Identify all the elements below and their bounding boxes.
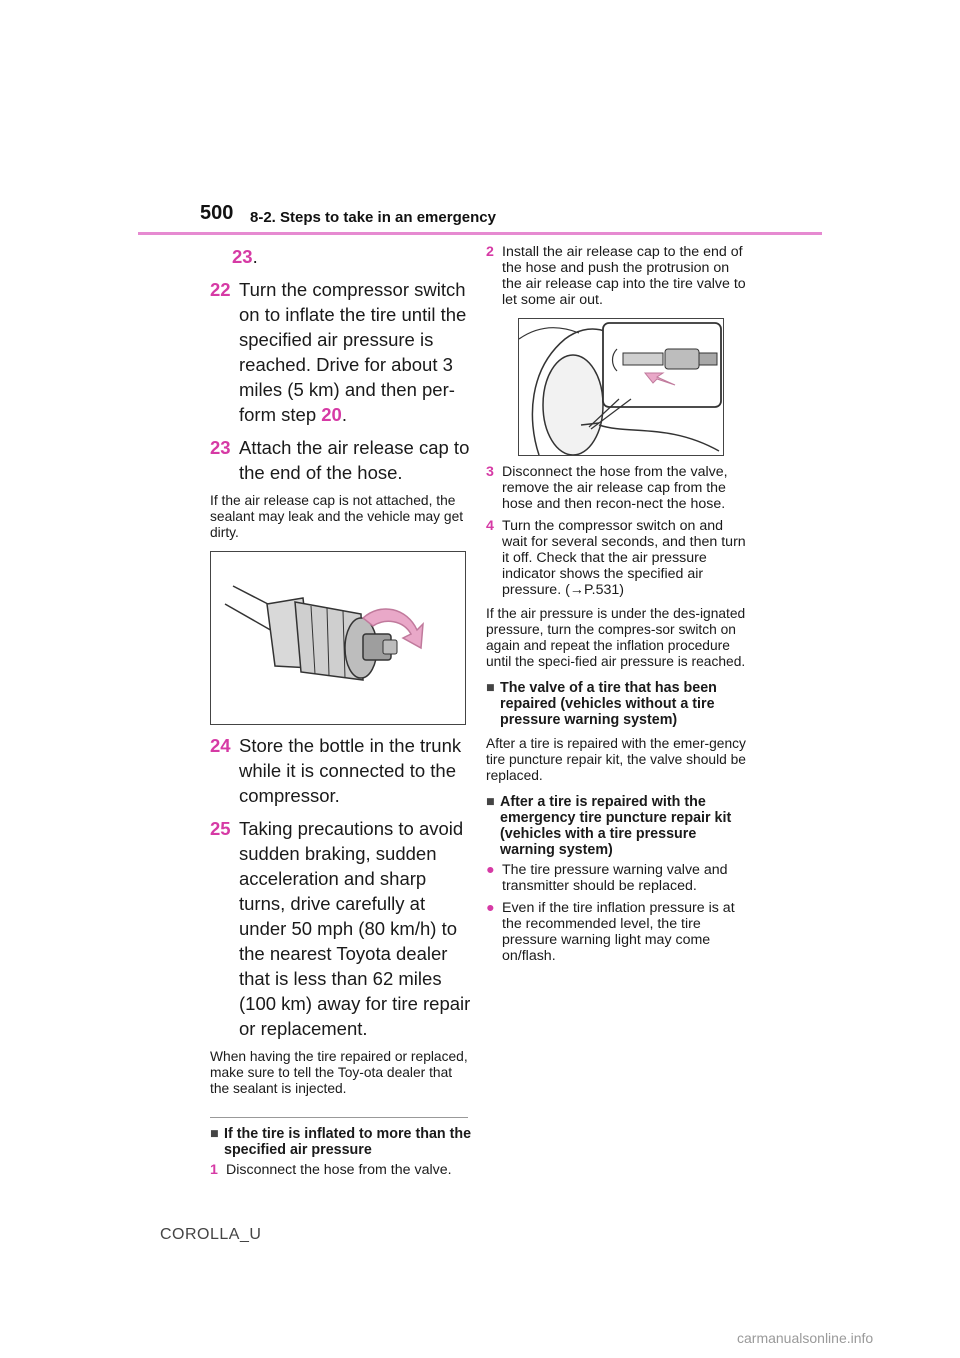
step-24 [210,733,472,808]
section-divider [210,1117,468,1118]
round-bullet-icon: ● [486,862,495,878]
note-valve-replace: After a tire is repaired with the emer-gency tire puncture repair kit, the valve should be replaced. [486,736,746,783]
step-number: 4 [486,518,494,534]
document-id: COROLLA_U [160,1226,262,1243]
note-tell-dealer: When having the tire repaired or replaced, make sure to tell the Toy-ota dealer that the sealant is injected. [210,1049,468,1096]
subhead-tpws: ■ After a tire is repaired with the emergency tire puncture repair kit (vehicles with a tire pressure warning system) [486,794,732,858]
square-bullet-icon: ■ [210,1126,219,1142]
right-column [486,244,751,970]
square-bullet-icon: ■ [486,794,495,810]
step-text: Turn the compressor switch on and wait for several seconds, and then turn it off. Check that the air pressure indicator shows the specified air pressure. (→P.531) [502,518,746,598]
step-number: 25 [210,818,231,839]
step-text: Attach the air release cap to the end of the hose. [239,437,470,483]
step-text: Disconnect the hose from the valve, remove the air release cap from the hose and then recon-nect the hose. [502,464,728,512]
step-text: Store the bottle in the trunk while it is connected to the compressor. [239,735,462,806]
sub-step-3 [486,464,751,512]
round-bullet-icon: ● [486,900,495,916]
step-number: 23 [210,437,231,458]
tire-valve-illustration [518,318,724,456]
step-text: Turn the compressor switch on to inflate the tire until the specified air pressure is reached. Drive for about 3 miles (5 km) and then per-form step [239,279,467,425]
step-23 [210,435,472,485]
subhead-overinflated: ■ If the tire is inflated to more than the specified air pressure [210,1126,472,1158]
step-number: 1 [210,1162,218,1178]
air-release-cap-icon [211,552,465,724]
step-text: Disconnect the hose from the valve. [226,1162,452,1178]
step-text: Taking precautions to avoid sudden braking, sudden acceleration and sharp turns, drive carefully at under 50 mph (80 km/h) to the nearest Toyota dealer that is less than 62 miles (100 km) away for tire repair or replacement. [239,818,471,1039]
note-under-pressure: If the air pressure is under the des-ignated pressure, turn the compres-sor switch on again and repeat the inflation procedure until the speci-fied air pressure is reached. [486,606,746,669]
bullet-item: ● Even if the tire inflation pressure is at the recommended level, the tire pressure warning light may come on/flash. [486,900,735,964]
square-bullet-icon: ■ [486,680,495,696]
step-ref: 23 [232,246,253,267]
step-number: 3 [486,464,494,480]
step-continuation: 23. [232,246,258,267]
step-22: 22 Turn the compressor switch on to inflate the tire until the specified air pressure is reached. Drive for about 3 miles (5 km) and then per-form step 20. [210,279,467,425]
page-header [0,0,960,240]
note-sealant-leak: If the air release cap is not attached, the sealant may leak and the vehicle may get dirty. [210,493,464,540]
step-number: 24 [210,735,231,756]
step-text: Install the air release cap to the end of the hose and push the protrusion on the air release cap into the tire valve to let some air out. [502,244,746,308]
step-number: 22 [210,279,231,300]
header-rule [138,232,822,235]
left-column [210,244,472,1184]
subhead-valve-repaired: ■ The valve of a tire that has been repaired (vehicles without a tire pressure warning system) [486,680,717,728]
step-ref: 20 [321,404,342,425]
sub-step-4 [486,518,751,598]
page-number: 500 [200,202,234,224]
step-number: 2 [486,244,494,260]
bullet-item: ● The tire pressure warning valve and transmitter should be replaced. [486,862,728,894]
step-25 [210,816,472,1041]
sub-step-2 [486,244,751,308]
air-release-cap-illustration [210,551,466,725]
sub-step-1 [210,1162,472,1178]
watermark: carmanualsonline.info [737,1330,874,1346]
section-title: 8-2. Steps to take in an emergency [250,209,496,226]
tire-valve-icon [519,319,723,455]
